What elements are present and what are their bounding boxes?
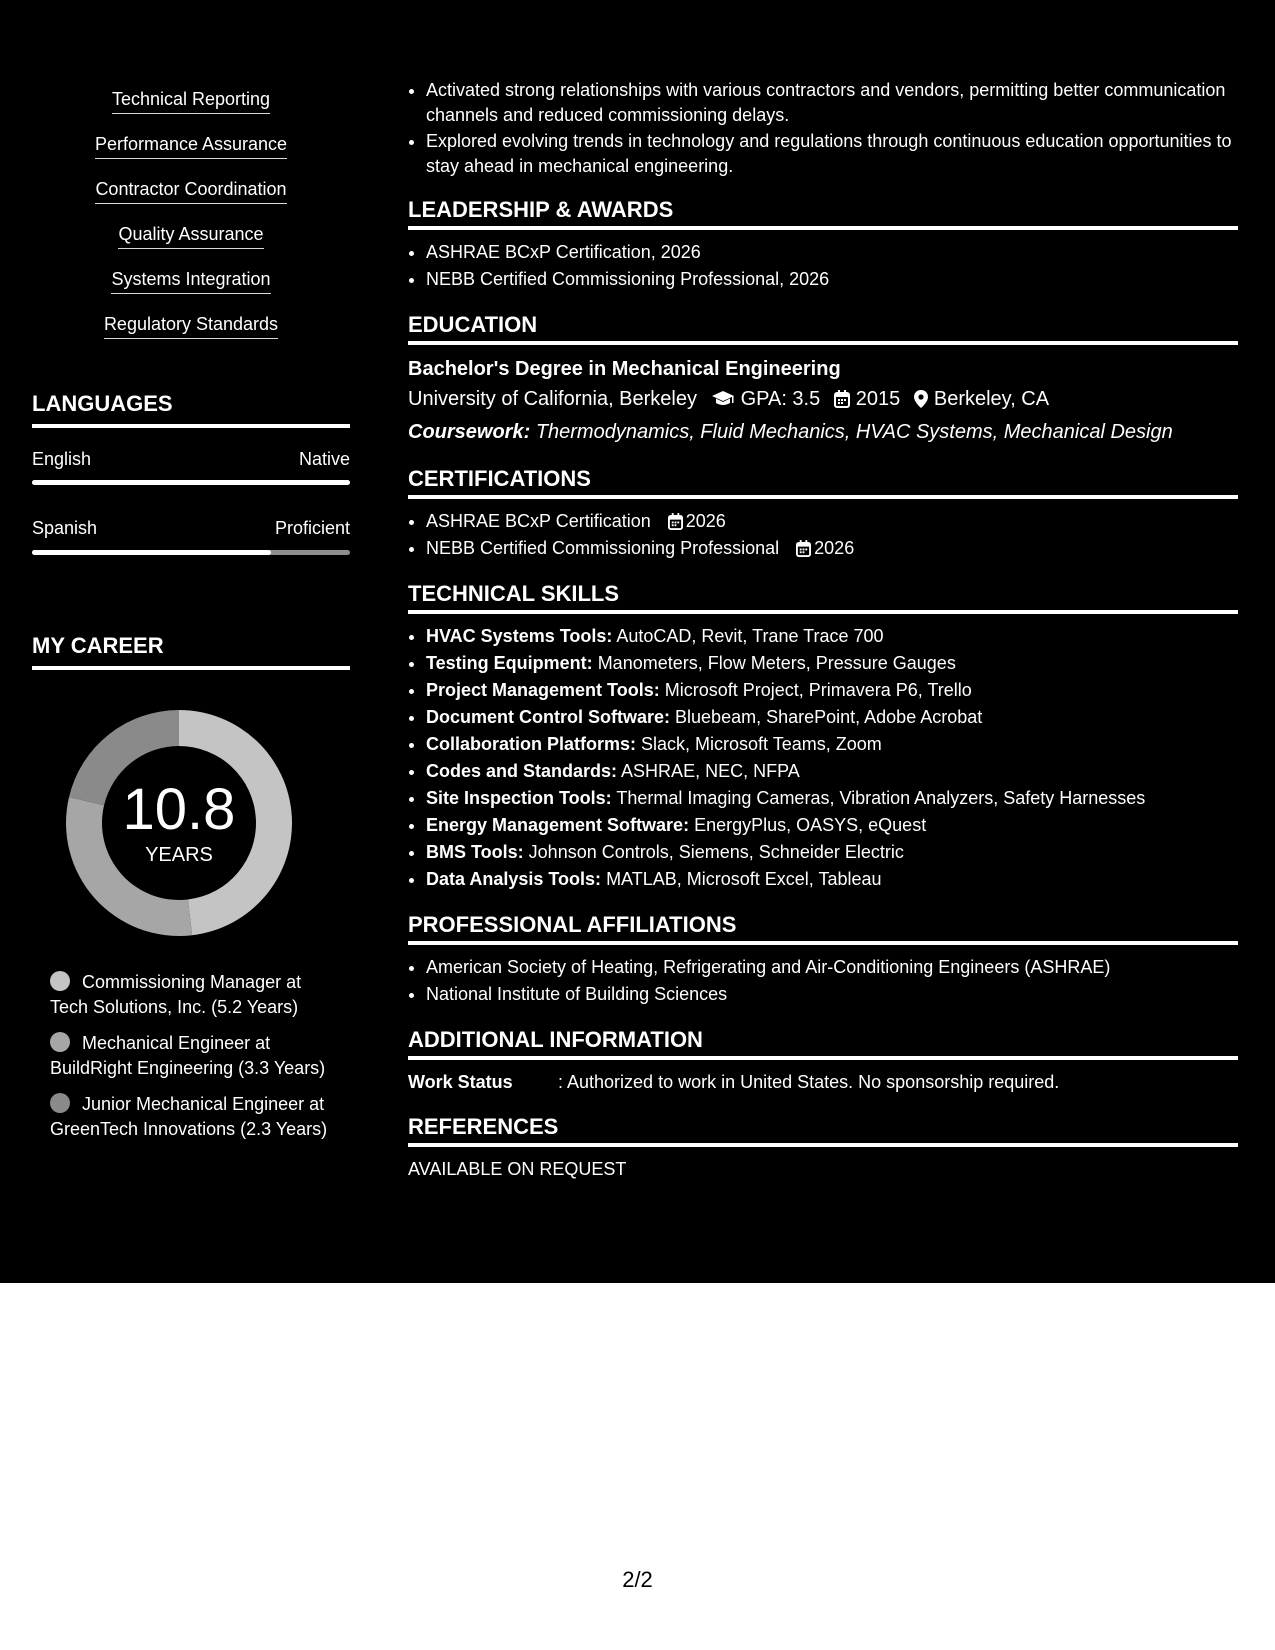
page-number: 2/2 [622,1567,653,1592]
work-status-row [408,1069,1238,1095]
certifications-heading: CERTIFICATIONS [408,465,1238,499]
skill-category: Project Management Tools: [426,680,660,700]
location-pin-icon [914,387,928,417]
education-coursework [408,417,1238,447]
certification-item [426,535,1238,562]
skill-item: Technical Reporting [112,86,270,114]
skill-values: EnergyPlus, OASYS, eQuest [694,815,927,835]
experience-bullet: • Activated strong relationships with various contractors and vendors, permitting better communication channels and reduced commissioning delays. [426,78,1238,127]
skill-category: Site Inspection Tools: [426,788,612,808]
skill-category: BMS Tools: [426,842,524,862]
calendar-icon [796,540,811,557]
education-location: Berkeley, CA [933,388,1050,410]
language-bar-fill [32,480,350,485]
education-heading: EDUCATION [408,311,1238,345]
language-bar [32,550,350,555]
languages-heading: LANGUAGES [32,390,350,428]
skill-item: Quality Assurance [118,221,263,249]
technical-skill-item [426,866,1238,893]
career-legend-item [50,970,330,1019]
technical-skill-item [426,785,1238,812]
language-bar [32,480,350,485]
references-text: AVAILABLE ON REQUEST [408,1159,627,1179]
technical-skill-item [426,677,1238,704]
calendar-icon [668,513,683,530]
skill-category: Energy Management Software: [426,815,690,835]
technical-skill-item [426,650,1238,677]
affiliation-item: • American Society of Heating, Refrigerating and Air-Conditioning Engineers (ASHRAE) [426,954,1238,981]
graduation-cap-icon [711,387,735,417]
technical-skill-item [426,839,1238,866]
skill-values: Microsoft Project, Primavera P6, Trello [664,680,972,700]
career-legend-text: Mechanical Engineer at BuildRight Engineering (3.3 Years) [50,1033,326,1078]
skill-category: Testing Equipment: [426,653,593,673]
skill-category: Collaboration Platforms: [426,734,637,754]
skill-values: Johnson Controls, Siemens, Schneider Electric [528,842,904,862]
skill-values: Thermal Imaging Cameras, Vibration Analyzers, Safety Harnesses [616,788,1146,808]
main-column [380,0,1275,1283]
career-legend [50,970,330,1153]
skill-values: AutoCAD, Revit, Trane Trace 700 [616,626,884,646]
language-bar-fill [32,550,271,555]
career-legend-text: Junior Mechanical Engineer at GreenTech Innovations (2.3 Years) [50,1094,328,1139]
certification-name: ASHRAE BCxP Certification [426,511,651,531]
education-gpa: GPA: 3.5 [740,388,821,410]
coursework-value: Thermodynamics, Fluid Mechanics, HVAC Systems, Mechanical Design [535,421,1173,443]
additional-info-heading: ADDITIONAL INFORMATION [408,1026,1238,1060]
leadership-item: • ASHRAE BCxP Certification, 2026 [426,239,1238,266]
skills-list [32,86,350,356]
certifications-list [408,508,1238,562]
certification-date [668,508,726,535]
career-legend-item [50,1092,330,1141]
skill-category: Codes and Standards: [426,761,618,781]
skill-values: Manometers, Flow Meters, Pressure Gauges [597,653,956,673]
language-name: English [32,449,92,469]
affiliation-item: • National Institute of Building Sciences [426,981,1238,1008]
career-donut-chart [66,710,292,936]
skill-values: MATLAB, Microsoft Excel, Tableau [606,869,882,889]
affiliations-list [408,954,1238,1008]
sidebar [0,0,380,1283]
skill-category: HVAC Systems Tools: [426,626,613,646]
certification-year: 2026 [685,511,726,531]
technical-skills-heading: TECHNICAL SKILLS [408,580,1238,614]
skill-values: Slack, Microsoft Teams, Zoom [641,734,882,754]
work-status-label: Work Status [408,1072,513,1092]
language-level: Native [298,449,350,469]
career-legend-text: Commissioning Manager at Tech Solutions, Inc. (5.2 Years) [50,972,302,1017]
career-total-years: 10.8 [122,777,236,842]
work-status-value: : Authorized to work in United States. No sponsorship required. [558,1072,1060,1092]
education-year: 2015 [855,388,901,410]
language-level: Proficient [274,518,350,538]
certification-year: 2026 [814,538,855,558]
skill-item: Contractor Coordination [95,176,286,204]
skill-category: Document Control Software: [426,707,671,727]
technical-skill-item [426,623,1238,650]
career-total-unit: YEARS [145,844,213,866]
technical-skill-item [426,812,1238,839]
coursework-label: Coursework: [408,421,531,443]
experience-bullets [408,78,1238,178]
legend-dot-icon [50,971,70,991]
skill-item: Systems Integration [111,266,270,294]
legend-dot-icon [50,1032,70,1052]
technical-skill-item [426,731,1238,758]
skill-values: ASHRAE, NEC, NFPA [621,761,800,781]
skill-item: Performance Assurance [95,131,287,159]
certification-date [796,535,854,562]
leadership-item: • NEBB Certified Commissioning Professional, 2026 [426,266,1238,293]
certification-item [426,508,1238,535]
education-school: University of California, Berkeley [408,388,697,410]
calendar-icon [834,387,850,417]
career-legend-item [50,1031,330,1080]
affiliations-heading: PROFESSIONAL AFFILIATIONS [408,911,1238,945]
technical-skill-item [426,704,1238,731]
education-degree: Bachelor's Degree in Mechanical Engineering [408,358,841,380]
references-heading: REFERENCES [408,1113,1238,1147]
legend-dot-icon [50,1093,70,1113]
technical-skills-list [408,623,1238,893]
technical-skill-item [426,758,1238,785]
skill-item: Regulatory Standards [104,311,278,339]
experience-bullet: • Explored evolving trends in technology and regulations through continuous education opportunities to stay ahead in mechanical engineering. [426,129,1238,178]
education-details [408,384,1238,417]
leadership-list [408,239,1238,293]
skill-category: Data Analysis Tools: [426,869,602,889]
language-name: Spanish [32,518,98,538]
leadership-heading: LEADERSHIP & AWARDS [408,196,1238,230]
skill-values: Bluebeam, SharePoint, Adobe Acrobat [675,707,983,727]
career-heading: MY CAREER [32,632,350,670]
certification-name: NEBB Certified Commissioning Professional [426,538,780,558]
